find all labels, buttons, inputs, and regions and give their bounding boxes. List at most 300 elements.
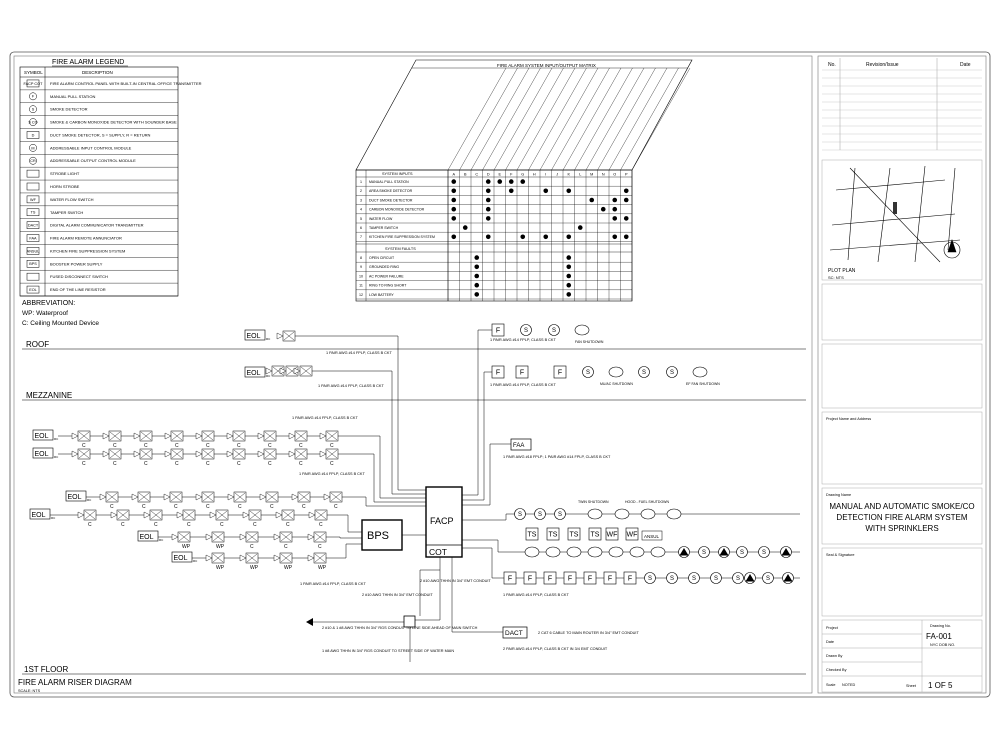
horn-strobe-icon [289, 431, 307, 449]
legend-description: FIRE ALARM REMOTE ANNUNCIATOR [50, 235, 122, 241]
device-sub-label: C [174, 504, 178, 510]
matrix-column-letter: D [486, 172, 490, 177]
matrix-row-label: AREA SMOKE DETECTOR [369, 189, 413, 194]
cable-dact-2: 2 PAIR AWG #14 FPLP, CLASS B CKT IN 3/4 EMT CONDUIT [503, 647, 608, 651]
eol-label: EOL [173, 555, 188, 562]
legend-description: TAMPER SWITCH [50, 209, 84, 215]
device-sub-label: WP [318, 565, 327, 571]
matrix-row-number: 12 [359, 292, 363, 297]
device-sub-label: C [238, 504, 242, 510]
matrix-column-letter: N [601, 172, 605, 177]
matrix-row-label: OPEN CIRCUIT [369, 256, 395, 260]
matrix-row-number: 10 [359, 274, 363, 279]
legend-symbol-text: S [31, 107, 35, 112]
legend-symbol-text: FACP COT [23, 81, 43, 86]
drawing-name-line-1: MANUAL AND AUTOMATIC SMOKE/CO [829, 502, 975, 511]
pull-station-icon [554, 366, 566, 378]
device-sub-label: WP [284, 565, 293, 571]
matrix-column-letter: I [545, 172, 547, 177]
legend-description: DIGITAL ALARM COMMUNICATOR TRANSMITTER [50, 222, 144, 228]
legend-symbol-text: ANSUL [26, 249, 40, 254]
matrix-row-label: TAMPER SWITCH [369, 226, 399, 230]
matrix-mark [624, 216, 629, 221]
device-sub-label: C [82, 461, 86, 467]
legend-symbol-text: EOL [29, 287, 37, 292]
eol-sub-label: RC [54, 455, 59, 459]
matrix-mark [486, 179, 491, 184]
horn-strobe-icon [164, 492, 182, 510]
horn-strobe-icon [274, 532, 292, 550]
strobe-icon [781, 547, 792, 558]
facp-label: FACP [430, 516, 454, 526]
cable-bps: 1 PAIR AWG #14 FPLP, CLASS B CKT [300, 582, 366, 586]
eol-sub-label: RC [51, 516, 56, 520]
eol-sub-label: RC [159, 538, 164, 542]
drawn-by-label: Drawn By [826, 654, 843, 658]
device-sub-label: C [237, 443, 241, 449]
riser-diagram [18, 324, 806, 693]
matrix-mark [612, 235, 617, 240]
eol-sub-label: RC [266, 374, 271, 378]
matrix-mark [474, 255, 479, 260]
horn-strobe-icon [196, 449, 214, 467]
horn-strobe-icon [177, 510, 195, 528]
matrix-mark [520, 179, 525, 184]
horn-strobe-icon [292, 492, 310, 510]
duct-detector-icon [641, 509, 655, 519]
legend-symbol-text: FAA [29, 236, 37, 241]
device-label: F [627, 575, 633, 583]
matrix-title: FIRE ALARM SYSTEM INPUT/OUTPUT MATRIX [497, 63, 596, 68]
dob-no: NYC DOB NO. [930, 643, 956, 647]
matrix-row-label: WATER FLOW [369, 216, 393, 221]
device-sub-label: C [302, 504, 306, 510]
device-label: TS [548, 531, 558, 539]
device-label: S [713, 576, 719, 583]
horn-strobe-icon [134, 449, 152, 467]
device-sub-label: C [206, 443, 210, 449]
device-sub-label: C [175, 443, 179, 449]
pull-station-icon [492, 366, 504, 378]
smoke-detector-icon [535, 509, 546, 520]
device-label: S [537, 512, 543, 519]
eol-resistor [138, 531, 164, 542]
device-label: S [765, 576, 771, 583]
matrix-column-letter: A [452, 172, 456, 177]
smoke-detector-icon [521, 325, 532, 336]
matrix-row-number: 2 [360, 189, 362, 194]
input-module-icon [525, 547, 539, 557]
duct-detector-icon [609, 367, 623, 377]
matrix-mark [612, 207, 617, 212]
legend-description: MANUAL PULL STATION [50, 93, 96, 99]
smoke-detector-icon [711, 573, 722, 584]
matrix-column-letter: C [475, 172, 479, 177]
input-module-icon [630, 547, 644, 557]
date-label: Date [826, 640, 835, 644]
horn-strobe-icon [132, 492, 150, 510]
hood-shutdown-label: HOOD - FUEL SHUTDOWN [625, 500, 670, 504]
device-sub-label: C [330, 443, 334, 449]
matrix-row-number: 6 [360, 226, 362, 230]
mu-shutdown-label: MU/AC SHUTDOWN [600, 382, 633, 386]
pull-station-icon [544, 572, 556, 584]
device-sub-label: C [284, 544, 288, 550]
horn-strobe-icon [78, 510, 96, 528]
fan-shutdown-label: FAN SHUTDOWN [575, 340, 604, 344]
matrix-mark [451, 207, 456, 212]
legend-description: END OF THE LINE RESISTOR [50, 287, 106, 293]
horn-strobe-icon [134, 431, 152, 449]
matrix-column-letter: E [498, 172, 502, 177]
matrix-column-letter: K [567, 172, 571, 177]
horn-strobe-icon [240, 532, 258, 550]
matrix-row-number: 11 [359, 283, 363, 288]
riser-title: FIRE ALARM RISER DIAGRAM [18, 678, 132, 687]
device-label: F [495, 369, 501, 377]
project-label: Project [826, 626, 838, 630]
matrix-mark [451, 216, 456, 221]
sheet-label: Sheet [906, 684, 916, 688]
matrix-mark [566, 255, 571, 260]
duct-detector-icon [575, 325, 589, 335]
legend-symbol-text: D [31, 133, 35, 138]
matrix-column-letter: P [624, 172, 628, 177]
matrix-mark [543, 189, 548, 194]
matrix-row-number: 7 [360, 235, 362, 240]
matrix-row-number: 4 [360, 207, 362, 212]
legend-description: ADDRESSABLE INPUT CONTROL MODULE [50, 145, 132, 151]
matrix-mark [451, 179, 456, 184]
matrix-row-number: 9 [360, 265, 362, 270]
horn-strobe-icon [103, 449, 121, 467]
strobe-icon [27, 170, 39, 177]
device-label: S [551, 328, 557, 335]
legend-symbol-text: TS [30, 210, 36, 215]
matrix-mark [451, 198, 456, 203]
device-label: F [567, 575, 573, 583]
device-sub-label: C [206, 504, 210, 510]
eol-sub-label: RC [54, 437, 59, 441]
matrix-mark [474, 283, 479, 288]
legend-description: HORN STROBE [50, 184, 80, 189]
fire-alarm-legend [20, 59, 202, 296]
matrix-row-label: LOW BATTERY [369, 292, 394, 297]
legend-symbol-text: M [31, 146, 35, 151]
device-label: S [669, 370, 675, 377]
horn-strobe-icon [289, 449, 307, 467]
water-flow-icon [626, 528, 638, 540]
matrix-row-label: AC POWER FAILURE [369, 274, 404, 279]
matrix-mark [486, 207, 491, 212]
horn-strobe-icon [258, 431, 276, 449]
device-sub-label: C [319, 522, 323, 528]
matrix-mark [624, 198, 629, 203]
pull-station-icon [516, 366, 528, 378]
legend-description: SMOKE DETECTOR [50, 106, 88, 112]
horn-strobe-icon [206, 532, 225, 550]
matrix-mark [486, 235, 491, 240]
matrix-mark [566, 235, 571, 240]
eol-label: EOL [246, 370, 261, 377]
device-sub-label: C [253, 522, 257, 528]
project-name-label: Project Name and Address [826, 417, 872, 421]
legend-symbol-text: BPS [29, 262, 37, 267]
device-label: F [607, 575, 613, 583]
horn-strobe-icon [72, 449, 90, 467]
device-label: S [735, 576, 741, 583]
pull-station-icon [604, 572, 616, 584]
horn-strobe-icon [309, 510, 327, 528]
matrix-column-letter: H [532, 172, 536, 177]
device-sub-label: C [299, 461, 303, 467]
device-label: F [527, 575, 533, 583]
device-sub-label: WP [216, 544, 225, 550]
matrix-mark [509, 179, 514, 184]
matrix-column-letter: M [590, 172, 594, 177]
device-sub-label: C [113, 461, 117, 467]
horn-strobe-icon [227, 449, 245, 467]
legend-symbol-text: CR [30, 159, 36, 164]
tamper-icon [568, 528, 580, 540]
matrix-column-letter: J [556, 172, 559, 177]
drawing-area-border [14, 56, 812, 693]
smoke-detector-icon [549, 325, 560, 336]
horn-strobe-icon [240, 553, 259, 571]
smoke-detector-icon [639, 367, 650, 378]
horn-strobe-icon [308, 532, 326, 550]
pull-station-icon [524, 572, 536, 584]
matrix-mark [463, 225, 468, 230]
matrix-row-label: CARBON MONOXIDE DETECTOR [369, 207, 425, 212]
device-label: S [761, 550, 767, 557]
rev-no-header: No. [828, 62, 836, 68]
rev-date-header: Date [960, 62, 971, 68]
device-sub-label: C [142, 504, 146, 510]
matrix-mark [566, 274, 571, 279]
legend-description: BOOSTER POWER SUPPLY [50, 261, 103, 267]
floor-mezzanine-label: MEZZANINE [26, 391, 73, 400]
horn-strobe-icon [172, 532, 191, 550]
matrix-mark [566, 265, 571, 270]
device-sub-label: C [110, 504, 114, 510]
legend-symbol-text: S CO [28, 120, 38, 125]
horn-strobe-icon [258, 449, 276, 467]
device-sub-label: C [82, 443, 86, 449]
horn-strobe-icon [206, 553, 225, 571]
ansul-label: ANSUL [644, 534, 660, 539]
input-module-icon [546, 547, 560, 557]
device-label: TS [590, 531, 600, 539]
device-sub-label: C [144, 443, 148, 449]
device-label: S [557, 512, 563, 519]
legend-description: SMOKE & CARBON MONOXIDE DETECTOR WITH SOUNDER BASE [50, 119, 177, 125]
cable-mezz-2: 1 PAIR AWG #14 FPLP, CLASS B CKT [299, 472, 365, 476]
matrix-mark [474, 265, 479, 270]
matrix-mark [474, 274, 479, 279]
cable-roof-2: 1 PAIR AWG #14 FPLP, CLASS B CKT [318, 384, 384, 388]
faa-label: FAA [513, 443, 525, 449]
input-module-icon [651, 547, 665, 557]
cable-power-1: 2 #10 & 1 #8 AWG THHN IN 3/4" RGS CONDUIT TO LINE SIDE AHEAD OF MAIN SWITCH [322, 626, 478, 630]
device-sub-label: C [121, 522, 125, 528]
abbreviations [22, 300, 99, 327]
matrix-mark [566, 189, 571, 194]
riser-scale: SCALE: NTS [18, 689, 41, 693]
pull-station-icon [564, 572, 576, 584]
cable-1st-2: 1 PAIR AWG #14 FPLP, CLASS B CKT [490, 383, 556, 387]
device-sub-label: C [220, 522, 224, 528]
drawing-name-line-3: WITH SPRINKLERS [865, 524, 939, 533]
matrix-column-letter: F [510, 172, 513, 177]
device-sub-label: C [175, 461, 179, 467]
horn-strobe-icon [243, 510, 261, 528]
matrix-row-label: RING TO RING SHORT [369, 283, 407, 288]
device-sub-label: C [144, 461, 148, 467]
input-module-icon [609, 547, 623, 557]
matrix-mark [451, 235, 456, 240]
horn-strobe-icon [111, 510, 129, 528]
matrix-mark [612, 216, 617, 221]
tamper-icon [547, 528, 559, 540]
device-label: TS [569, 531, 579, 539]
matrix-mark [624, 189, 629, 194]
eol-label: EOL [246, 333, 261, 340]
device-sub-label: WP [182, 544, 191, 550]
smoke-detector-icon [759, 547, 770, 558]
matrix-mark [601, 207, 606, 212]
cable-1st-1: 1 PAIR AWG #14 FPLP, CLASS B CKT [490, 338, 556, 342]
ansul-icon [642, 531, 662, 540]
matrix-row-label: DUCT SMOKE DETECTOR [369, 198, 413, 203]
device-label: WF [626, 531, 638, 539]
legend-col-description: DESCRIPTION [82, 70, 113, 75]
abbreviation-line-2: C: Ceiling Mounted Device [22, 320, 99, 327]
smoke-detector-icon [733, 573, 744, 584]
water-flow-icon [606, 528, 618, 540]
cable-roof-1: 1 PAIR AWG #14 FPLP, CLASS B CKT [326, 351, 392, 355]
device-label: WF [606, 531, 618, 539]
duct-detector-icon [667, 509, 681, 519]
scale-value: NOTED [842, 683, 856, 687]
abbreviation-title: ABBREVIATION: [22, 300, 76, 307]
matrix-row-label: GROUNDED RING [369, 265, 400, 270]
drawing-name-line-2: DETECTION FIRE ALARM SYSTEM [836, 513, 968, 522]
smoke-detector-icon [699, 547, 710, 558]
smoke-detector-icon [667, 367, 678, 378]
abbreviation-line-1: WP: Waterproof [22, 310, 68, 317]
matrix-mark [486, 198, 491, 203]
legend-title: FIRE ALARM LEGEND [52, 59, 125, 66]
matrix-mark [486, 189, 491, 194]
matrix-row-number: 1 [360, 180, 362, 184]
horn-strobe-icon [260, 492, 278, 510]
matrix-faults-label: SYSTEM FAULTS [385, 247, 416, 251]
horn-strobe-icon [320, 431, 338, 449]
matrix-column-letter: O [613, 172, 617, 177]
matrix-row-number: 5 [360, 216, 362, 221]
drawing-name-label: Drawing Name [826, 493, 852, 497]
horn-strobe-icon [324, 492, 342, 510]
matrix-mark [486, 216, 491, 221]
legend-symbol-text: DACT [27, 223, 39, 228]
matrix-row-label: MANUAL PULL STATION [369, 180, 409, 184]
device-sub-label: WP [250, 565, 259, 571]
duct-detector-icon [693, 367, 707, 377]
cable-power-2: 1 #8 AWG THHN IN 3/4" RGS CONDUIT TO STREET SIDE OF WATER MAIN [322, 649, 455, 653]
legend-description: FUSED DISCONNECT SWITCH [50, 274, 108, 280]
eol-label: EOL [34, 451, 49, 458]
horn-strobe-icon [276, 510, 294, 528]
device-label: S [691, 576, 697, 583]
title-block-border [818, 56, 986, 693]
tamper-icon [526, 528, 538, 540]
device-label: TS [527, 531, 537, 539]
sheet-value: 1 OF 5 [928, 681, 953, 690]
device-label: S [647, 576, 653, 583]
matrix-mark [520, 235, 525, 240]
drawing-no-label: Drawing No. [930, 624, 951, 628]
cable-thhn-1: 2 #10 AWG THHN IN 3/4" EMT CONDUIT [362, 593, 433, 597]
device-sub-label: WP [216, 565, 225, 571]
legend-description: FIRE ALARM CONTROL PANEL WITH BUILT-IN CENTRAL OFFICE TRANSMITTER [50, 80, 202, 86]
horn-strobe-icon [277, 331, 295, 341]
matrix-mark [509, 189, 514, 194]
strobe-icon [745, 573, 756, 584]
legend-symbol-text: F [31, 94, 35, 99]
device-label: S [517, 512, 523, 519]
device-label: S [739, 550, 745, 557]
ef-shutdown-label: EF FAN SHUTDOWN [686, 382, 720, 386]
cable-thhn-2: 2 #10 AWG THHN IN 3/4" EMT CONDUIT [420, 579, 491, 583]
device-sub-label: C [187, 522, 191, 528]
twin-shutdown-label: TWIN SHUTDOWN [578, 500, 609, 504]
device-label: F [587, 575, 593, 583]
eol-resistor [30, 509, 56, 520]
eol-resistor [66, 491, 92, 502]
device-label: S [669, 576, 675, 583]
floor-1st-label: 1ST FLOOR [24, 665, 69, 674]
matrix-mark [543, 235, 548, 240]
dact-label: DACT [505, 630, 523, 637]
horn-strobe-icon [320, 449, 338, 467]
device-sub-label: C [268, 461, 272, 467]
eol-sub-label: RC [193, 559, 198, 563]
strobe-icon [783, 573, 794, 584]
device-label: S [585, 370, 591, 377]
device-sub-label: C [286, 522, 290, 528]
cable-dact: 2 CAT 6 CABLE TO MAIN ROUTER IN 3/4" EMT CONDUIT [538, 631, 639, 635]
pull-station-icon [492, 324, 504, 336]
device-sub-label: C [268, 443, 272, 449]
horn-strobe-icon [227, 431, 245, 449]
device-label: S [523, 328, 529, 335]
eol-label: EOL [34, 433, 49, 440]
horn-strobe-icon [100, 492, 118, 510]
pull-station-icon [584, 572, 596, 584]
matrix-column-letter: G [521, 172, 525, 177]
tamper-icon [589, 528, 601, 540]
matrix-mark [451, 189, 456, 194]
device-label: F [519, 369, 525, 377]
cable-mezz-1: 1 PAIR AWG #14 FPLP, CLASS B CKT [292, 416, 358, 420]
device-sub-label: C [330, 461, 334, 467]
matrix-mark [566, 283, 571, 288]
matrix-mark [578, 225, 583, 230]
matrix-row-label: KITCHEN FIRE SUPPRESSION SYSTEM [369, 235, 435, 240]
legend-description: DUCT SMOKE DETECTOR, S = SUPPLY, R = RETURN [50, 132, 151, 138]
horn-strobe-icon [144, 510, 162, 528]
